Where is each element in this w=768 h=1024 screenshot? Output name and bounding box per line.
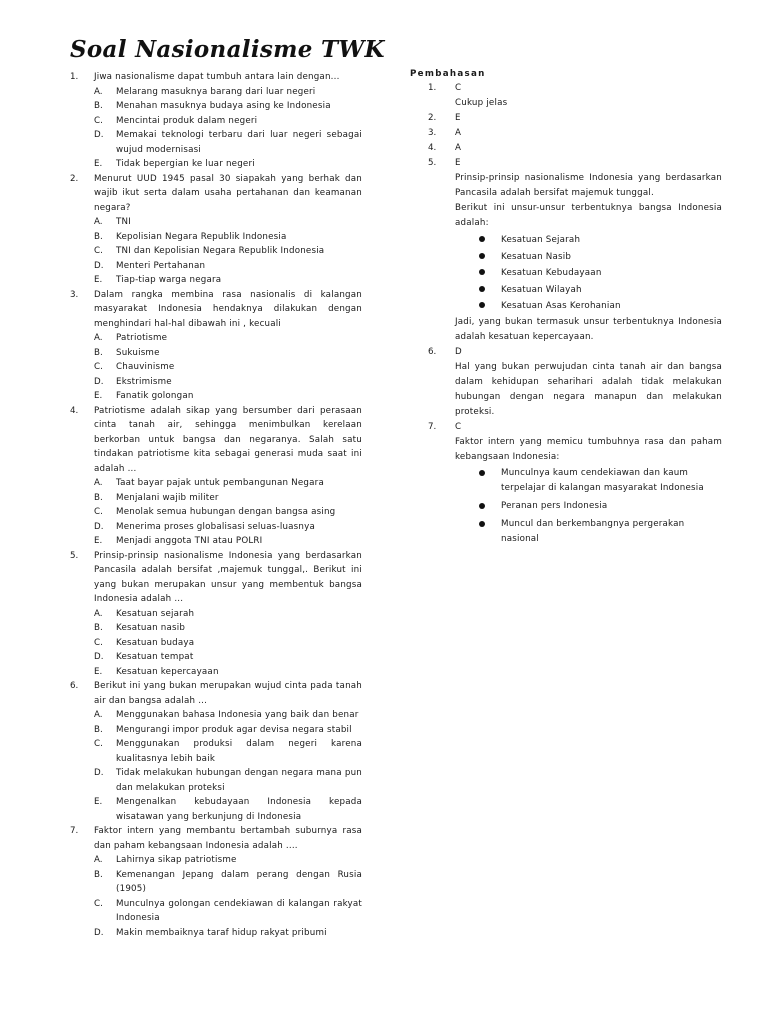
bullet-icon xyxy=(479,236,485,242)
answer-3 xyxy=(428,126,722,141)
question-number: 7. xyxy=(70,826,79,836)
list-item-text: Kesatuan Sejarah xyxy=(501,235,581,245)
question-3 xyxy=(70,288,362,332)
list-item-text: Peranan pers Indonesia xyxy=(501,500,608,511)
question-text: Menurut UUD 1945 pasal 30 siapakah yang berhak dan wajib ikut serta dalam usaha pertahanan dan keamanan negara? xyxy=(94,173,362,213)
option-c xyxy=(94,244,362,259)
list-item-text: Kesatuan Wilayah xyxy=(501,284,582,295)
option-letter: C. xyxy=(94,115,103,126)
answer-7 xyxy=(428,420,722,435)
option-text: Menahan masuknya budaya asing ke Indonesia xyxy=(116,101,331,111)
answer-5-conclusion: Jadi, yang bukan termasuk unsur terbentuknya Indonesia adalah kesatuan kepercayaan. xyxy=(455,316,722,342)
option-text: TNI dan Kepolisian Negara Republik Indonesia xyxy=(116,246,325,256)
bullet-icon xyxy=(479,503,485,509)
option-e xyxy=(94,389,362,404)
option-text: Menjadi anggota TNI atau POLRI xyxy=(116,536,263,546)
option-c xyxy=(94,114,362,129)
option-c xyxy=(94,505,362,520)
document-title: Soal Nasionalisme TWK xyxy=(70,36,385,63)
option-d xyxy=(94,375,362,390)
option-letter: E. xyxy=(94,797,103,807)
list-item xyxy=(455,466,722,496)
option-letter: E. xyxy=(94,159,103,169)
option-letter: B. xyxy=(94,623,103,633)
option-a xyxy=(94,331,362,346)
answer-5 xyxy=(428,156,722,171)
option-text: Makin membaiknya taraf hidup rakyat pribumi xyxy=(116,927,327,938)
option-text: Kesatuan nasib xyxy=(116,623,186,633)
answer-key: D xyxy=(455,346,462,357)
option-letter: B. xyxy=(94,869,103,880)
answer-6 xyxy=(428,345,722,360)
question-5 xyxy=(70,549,362,607)
option-text: Patriotisme xyxy=(116,333,168,343)
answers-column xyxy=(410,68,722,550)
answer-5-intro: Berikut ini unsur-unsur terbentuknya bangsa Indonesia adalah: xyxy=(455,203,722,228)
option-text: Kemenangan Jepang dalam perang dengan Rusia (1905) xyxy=(116,869,362,894)
option-text: Mengurangi impor produk agar devisa negara stabil xyxy=(116,724,352,735)
answer-key: E xyxy=(455,158,461,168)
option-c xyxy=(94,897,362,926)
answer-key: C xyxy=(455,83,462,93)
question-number: 4. xyxy=(70,405,79,416)
option-letter: B. xyxy=(94,724,103,735)
option-a xyxy=(94,476,362,491)
bullet-icon xyxy=(479,286,485,292)
option-c xyxy=(94,360,362,375)
option-e xyxy=(94,534,362,549)
option-letter: D. xyxy=(94,130,104,140)
option-text: Chauvinisme xyxy=(116,362,175,372)
option-letter: A. xyxy=(94,855,103,865)
option-letter: A. xyxy=(94,710,103,720)
question-text: Faktor intern yang membantu bertambah suburnya rasa dan paham kebangsaan Indonesia adalah .... xyxy=(94,826,362,851)
option-b xyxy=(94,621,362,636)
option-a xyxy=(94,607,362,622)
answer-1-note: Cukup jelas xyxy=(455,98,508,108)
option-text: Kesatuan sejarah xyxy=(116,608,195,619)
option-text: Menteri Pertahanan xyxy=(116,260,206,271)
option-text: Kepolisian Negara Republik Indonesia xyxy=(116,231,287,242)
option-text: Munculnya golongan cendekiawan di kalangan rakyat Indonesia xyxy=(116,898,362,923)
list-item xyxy=(455,499,722,514)
option-c xyxy=(94,636,362,651)
option-text: Menolak semua hubungan dengan bangsa asing xyxy=(116,507,336,517)
question-text: Prinsip-prinsip nasionalisme Indonesia yang berdasarkan Pancasila adalah bersifat ,majemuk tunggal,. Berikut ini yang bukan merupakan unsur yang membentuk bangsa Indonesia adalah ... xyxy=(94,550,362,604)
option-text: Mengenalkan kebudayaan Indonesia kepada wisatawan yang berkunjung di Indonesia xyxy=(116,797,362,822)
list-item-text: Muncul dan berkembangnya pergerakan nasional xyxy=(501,518,685,544)
option-a xyxy=(94,708,362,723)
option-text: TNI xyxy=(116,217,131,227)
list-item xyxy=(455,232,722,249)
bullet-icon xyxy=(479,470,485,476)
option-letter: E. xyxy=(94,666,103,677)
option-e xyxy=(94,665,362,680)
answer-1 xyxy=(428,81,722,96)
option-letter: C. xyxy=(94,507,103,517)
question-number: 3. xyxy=(70,289,79,300)
option-letter: D. xyxy=(94,260,104,271)
option-a xyxy=(94,85,362,100)
option-letter: A. xyxy=(94,86,103,97)
option-text: Taat bayar pajak untuk pembangunan Negara xyxy=(116,478,324,488)
list-item-text: Kesatuan Kebudayaan xyxy=(501,268,602,279)
option-letter: C. xyxy=(94,739,103,749)
option-letter: A. xyxy=(94,217,103,227)
option-text: Lahirnya sikap patriotisme xyxy=(116,855,237,865)
option-letter: B. xyxy=(94,101,103,111)
option-text: Menggunakan produksi dalam negeri karena kualitasnya lebih baik xyxy=(116,739,362,764)
list-item xyxy=(455,298,722,315)
list-item-text: Munculnya kaum cendekiawan dan kaum terpelajar di kalangan masyarakat Indonesia xyxy=(501,467,704,493)
option-text: Tidak bepergian ke luar negeri xyxy=(116,159,255,169)
question-6 xyxy=(70,679,362,708)
option-text: Fanatik golongan xyxy=(116,391,194,401)
option-letter: C. xyxy=(94,898,103,909)
question-text: Jiwa nasionalisme dapat tumbuh antara lain dengan... xyxy=(94,72,340,82)
option-e xyxy=(94,795,362,824)
option-letter: D. xyxy=(94,652,104,662)
option-d xyxy=(94,926,362,941)
question-7 xyxy=(70,824,362,853)
pembahasan-heading: Pembahasan xyxy=(410,69,486,79)
answer-key: A xyxy=(455,143,461,153)
question-2 xyxy=(70,172,362,216)
answer-5-explanation: Prinsip-prinsip nasionalisme Indonesia yang berdasarkan Pancasila adalah bersifat majemuk tunggal. xyxy=(455,173,722,198)
question-4 xyxy=(70,404,362,477)
option-b xyxy=(94,868,362,897)
answer-2 xyxy=(428,111,722,126)
question-text: Dalam rangka membina rasa nasionalis di kalangan masyarakat Indonesia hendaknya dilakukan dengan menghindari hal-hal dibawah ini , kecuali xyxy=(94,289,362,329)
option-text: Kesatuan kepercayaan xyxy=(116,666,219,677)
bullet-icon xyxy=(479,302,485,308)
option-text: Menjalani wajib militer xyxy=(116,492,219,503)
option-e xyxy=(94,157,362,172)
list-item xyxy=(455,265,722,282)
bullet-icon xyxy=(479,269,485,275)
option-b xyxy=(94,230,362,245)
answer-number: 2. xyxy=(428,113,437,123)
option-d xyxy=(94,520,362,535)
option-letter: A. xyxy=(94,478,103,488)
option-a xyxy=(94,215,362,230)
question-1 xyxy=(70,70,362,85)
option-letter: B. xyxy=(94,231,103,242)
question-number: 6. xyxy=(70,681,79,691)
option-text: Menerima proses globalisasi seluas-luasnya xyxy=(116,521,315,532)
list-item xyxy=(455,249,722,266)
answer-4 xyxy=(428,141,722,156)
answer-7-intro: Faktor intern yang memicu tumbuhnya rasa dan paham kebangsaan Indonesia: xyxy=(455,436,722,462)
option-text: Kesatuan tempat xyxy=(116,652,194,662)
answer-key: A xyxy=(455,128,461,138)
answer-5-list xyxy=(455,232,722,315)
option-letter: B. xyxy=(94,347,103,358)
question-text: Patriotisme adalah sikap yang bersumber dari perasaan cinta tanah air, sehingga menimbulkan kerelaan berkorban untuk bangsa dan negaranya. Salah satu tindakan patriotisme kita sebagai generasi muda saat ini adalah ... xyxy=(94,405,362,474)
option-letter: E. xyxy=(94,391,103,401)
answer-number: 7. xyxy=(428,421,437,432)
option-text: Melarang masuknya barang dari luar negeri xyxy=(116,86,316,97)
option-letter: E. xyxy=(94,275,103,285)
question-number: 1. xyxy=(70,72,79,82)
option-b xyxy=(94,346,362,361)
questions-column xyxy=(70,70,362,940)
option-text: Kesatuan budaya xyxy=(116,637,195,648)
list-item xyxy=(455,517,722,547)
list-item-text: Kesatuan Asas Kerohanian xyxy=(501,301,621,312)
bullet-icon xyxy=(479,253,485,259)
option-d xyxy=(94,128,362,157)
option-a xyxy=(94,853,362,868)
answer-6-explanation: Hal yang bukan perwujudan cinta tanah air dan bangsa dalam kehidupan seharihari adalah tidak melakukan hubungan dengan negara manapun dan melakukan proteksi. xyxy=(455,361,722,417)
option-d xyxy=(94,766,362,795)
option-letter: C. xyxy=(94,637,103,648)
list-item xyxy=(455,282,722,299)
option-letter: D. xyxy=(94,927,104,938)
answer-number: 1. xyxy=(428,83,437,93)
answer-number: 3. xyxy=(428,128,437,138)
list-item-text: Kesatuan Nasib xyxy=(501,251,572,262)
question-number: 5. xyxy=(70,550,79,561)
option-letter: D. xyxy=(94,768,104,778)
bullet-icon xyxy=(479,521,485,527)
option-text: Mencintai produk dalam negeri xyxy=(116,115,258,126)
option-e xyxy=(94,273,362,288)
option-c xyxy=(94,737,362,766)
option-letter: E. xyxy=(94,536,103,546)
question-text: Berikut ini yang bukan merupakan wujud cinta pada tanah air dan bangsa adalah ... xyxy=(94,681,362,706)
option-b xyxy=(94,99,362,114)
option-letter: A. xyxy=(94,333,103,343)
option-letter: D. xyxy=(94,376,104,387)
option-letter: C. xyxy=(94,246,103,256)
answer-7-list xyxy=(455,466,722,547)
question-number: 2. xyxy=(70,173,79,184)
option-letter: D. xyxy=(94,521,104,532)
answer-number: 4. xyxy=(428,143,437,153)
option-letter: B. xyxy=(94,492,103,503)
option-text: Memakai teknologi terbaru dari luar negeri sebagai wujud modernisasi xyxy=(116,130,362,155)
option-text: Tiap-tiap warga negara xyxy=(116,275,222,285)
answer-key: C xyxy=(455,421,462,432)
option-letter: A. xyxy=(94,608,103,619)
option-b xyxy=(94,491,362,506)
option-letter: C. xyxy=(94,362,103,372)
answer-key: E xyxy=(455,113,461,123)
option-text: Menggunakan bahasa Indonesia yang baik dan benar xyxy=(116,710,359,720)
option-text: Sukuisme xyxy=(116,347,160,358)
option-b xyxy=(94,723,362,738)
answer-number: 5. xyxy=(428,158,437,168)
option-d xyxy=(94,650,362,665)
answer-number: 6. xyxy=(428,346,437,357)
option-text: Tidak melakukan hubungan dengan negara mana pun dan melakukan proteksi xyxy=(116,768,362,793)
option-text: Ekstrimisme xyxy=(116,376,172,387)
option-d xyxy=(94,259,362,274)
